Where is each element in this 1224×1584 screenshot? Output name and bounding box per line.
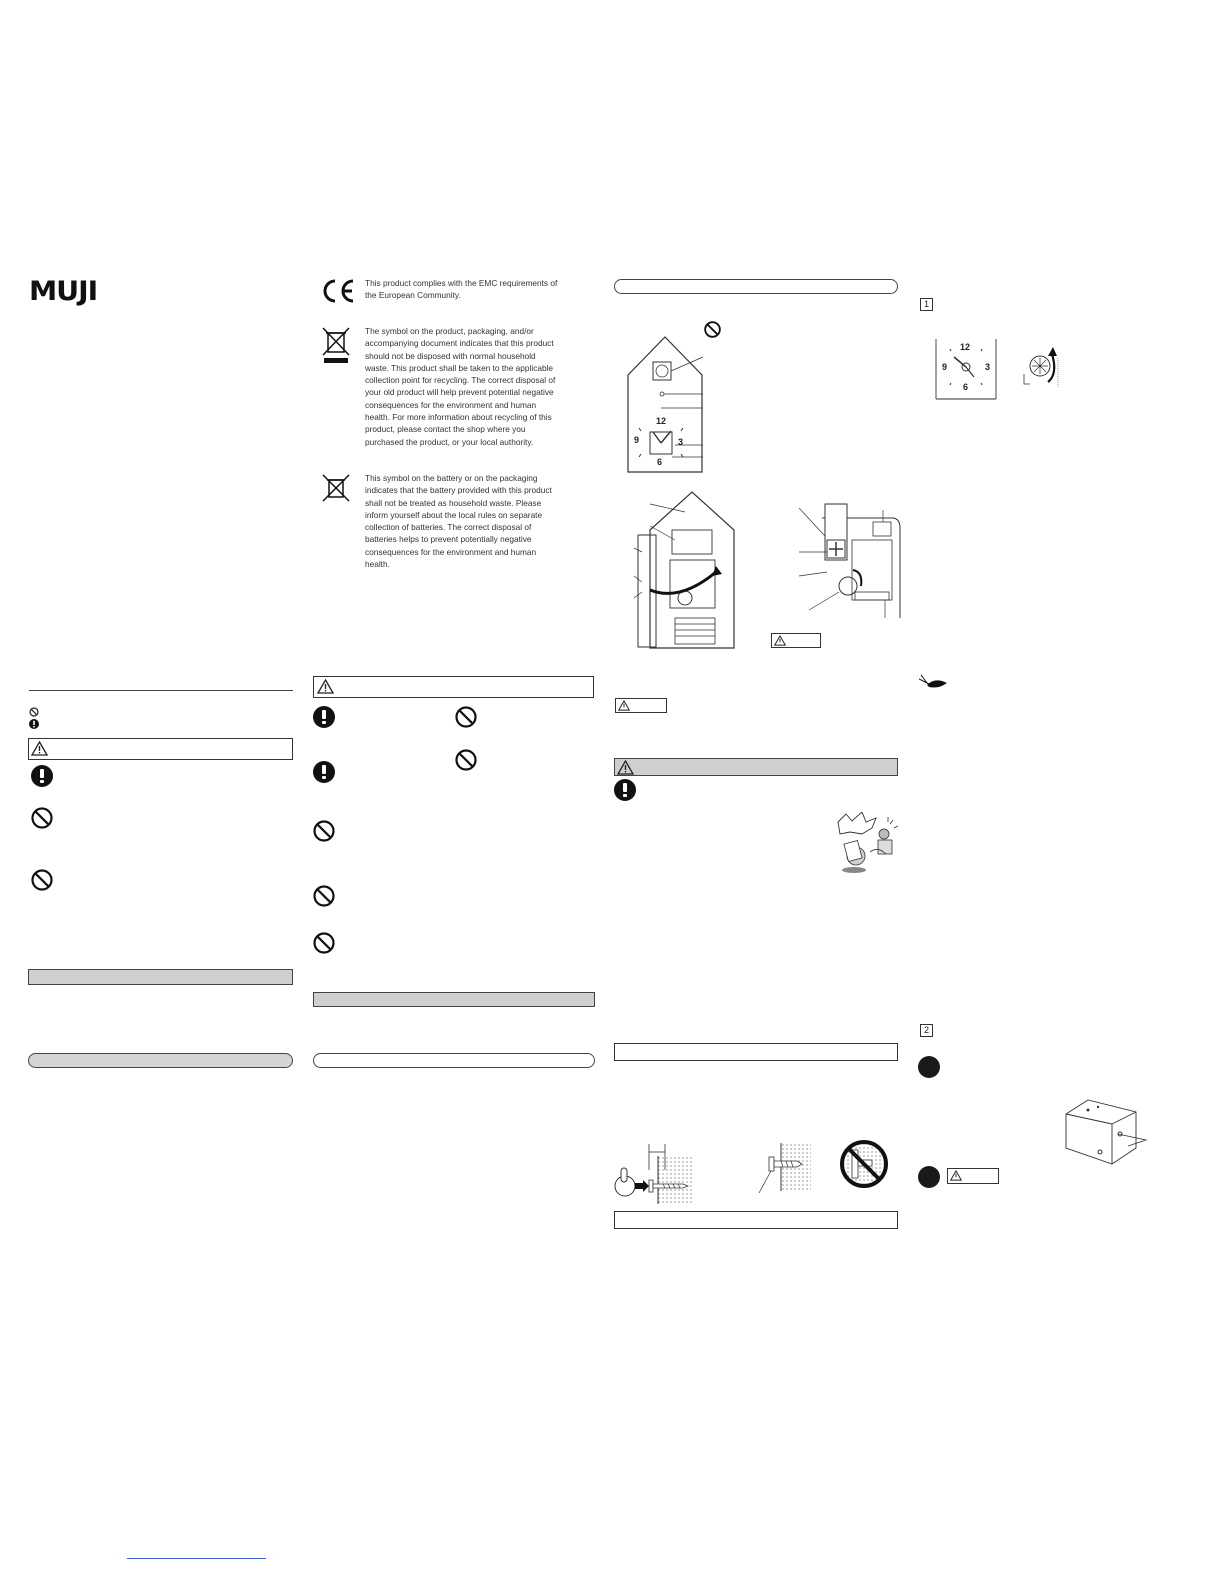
prohibit-icon bbox=[313, 932, 335, 954]
section-header-pill bbox=[313, 1053, 595, 1068]
section-header-box bbox=[614, 1211, 898, 1229]
step-number-1: 1 bbox=[920, 298, 933, 311]
dial-number-12: 12 bbox=[656, 416, 667, 426]
prohibit-legend-icon bbox=[29, 707, 39, 717]
dial-number-3: 3 bbox=[678, 437, 684, 447]
crossed-bin-icon bbox=[321, 326, 351, 364]
clock-back-open-diagram bbox=[630, 490, 745, 657]
step-number-2: 2 bbox=[920, 1024, 933, 1037]
dial-number-6: 6 bbox=[963, 382, 969, 392]
dial-number-9: 9 bbox=[634, 435, 640, 445]
warning-triangle-icon bbox=[31, 741, 48, 756]
muji-logo: MUJI bbox=[29, 276, 98, 307]
section-header-box bbox=[614, 1043, 898, 1061]
section-header-bar bbox=[28, 969, 293, 985]
section-header-bar bbox=[313, 992, 595, 1007]
web-link[interactable] bbox=[127, 1558, 266, 1559]
warning-triangle-icon bbox=[617, 760, 634, 775]
prohibited-mount-diagram bbox=[838, 1138, 890, 1195]
exclamation-icon bbox=[31, 765, 53, 787]
section-header-pill bbox=[614, 279, 898, 294]
screw-in-wall-diagram bbox=[757, 1143, 812, 1200]
movement-detail-diagram bbox=[797, 500, 905, 625]
exclamation-legend-icon bbox=[29, 719, 39, 729]
section-header-pill bbox=[28, 1053, 293, 1068]
prohibit-icon bbox=[31, 869, 53, 891]
setting-knob-diagram bbox=[1022, 344, 1064, 395]
dial-number-12: 12 bbox=[960, 342, 971, 352]
dial-number-6: 6 bbox=[657, 457, 663, 467]
warning-triangle-icon bbox=[774, 635, 786, 646]
prohibit-icon bbox=[313, 820, 335, 842]
dial-number-9: 9 bbox=[942, 362, 948, 372]
prohibit-icon bbox=[455, 749, 477, 771]
weee-disposal-text: The symbol on the product, packaging, and/or accompanying document indicates that this product should not be disposed with normal household waste. This product shall be taken to the applicable collection point for recycling. The correct disposal of your old product will help prevent potential negative consequences for the environment and human health. For more information about recycling of this product, please contact the shop where you purchased the product, or your local authority. bbox=[365, 326, 556, 447]
exclamation-icon bbox=[313, 761, 335, 783]
prohibit-icon bbox=[704, 321, 721, 338]
warning-triangle-icon bbox=[317, 679, 334, 694]
step-marker-a bbox=[918, 1056, 940, 1078]
warning-triangle-icon bbox=[618, 700, 630, 711]
ce-mark-icon bbox=[320, 279, 356, 303]
prohibit-icon bbox=[313, 885, 335, 907]
battery-hazard-illustration bbox=[832, 812, 900, 879]
prohibit-icon bbox=[455, 706, 477, 728]
warning-box bbox=[313, 676, 594, 698]
section-divider bbox=[29, 690, 293, 691]
warning-header-bar bbox=[614, 758, 898, 776]
crossed-battery-bin-icon bbox=[321, 473, 351, 503]
exclamation-icon bbox=[313, 706, 335, 728]
clock-stand-diagram bbox=[1058, 1094, 1150, 1171]
prohibit-icon bbox=[31, 807, 53, 829]
bird-icon bbox=[919, 673, 951, 693]
clock-front-diagram bbox=[625, 335, 705, 480]
screw-depth-diagram bbox=[613, 1140, 698, 1210]
warning-triangle-icon bbox=[950, 1170, 962, 1181]
dial-number-3: 3 bbox=[985, 362, 991, 372]
battery-disposal-text: This symbol on the battery or on the packaging indicates that the battery provided with this product shall not be treated as household waste. Please inform yourself about the local rules on separate collection of batteries. The correct disposal of batteries helps to prevent potentially negative consequences for the environment and human health. bbox=[365, 473, 552, 570]
ce-compliance-text: This product complies with the EMC requirements of the European Community. bbox=[365, 278, 558, 301]
exclamation-icon bbox=[614, 779, 636, 801]
warning-box bbox=[28, 738, 293, 760]
step-marker-b bbox=[918, 1166, 940, 1188]
